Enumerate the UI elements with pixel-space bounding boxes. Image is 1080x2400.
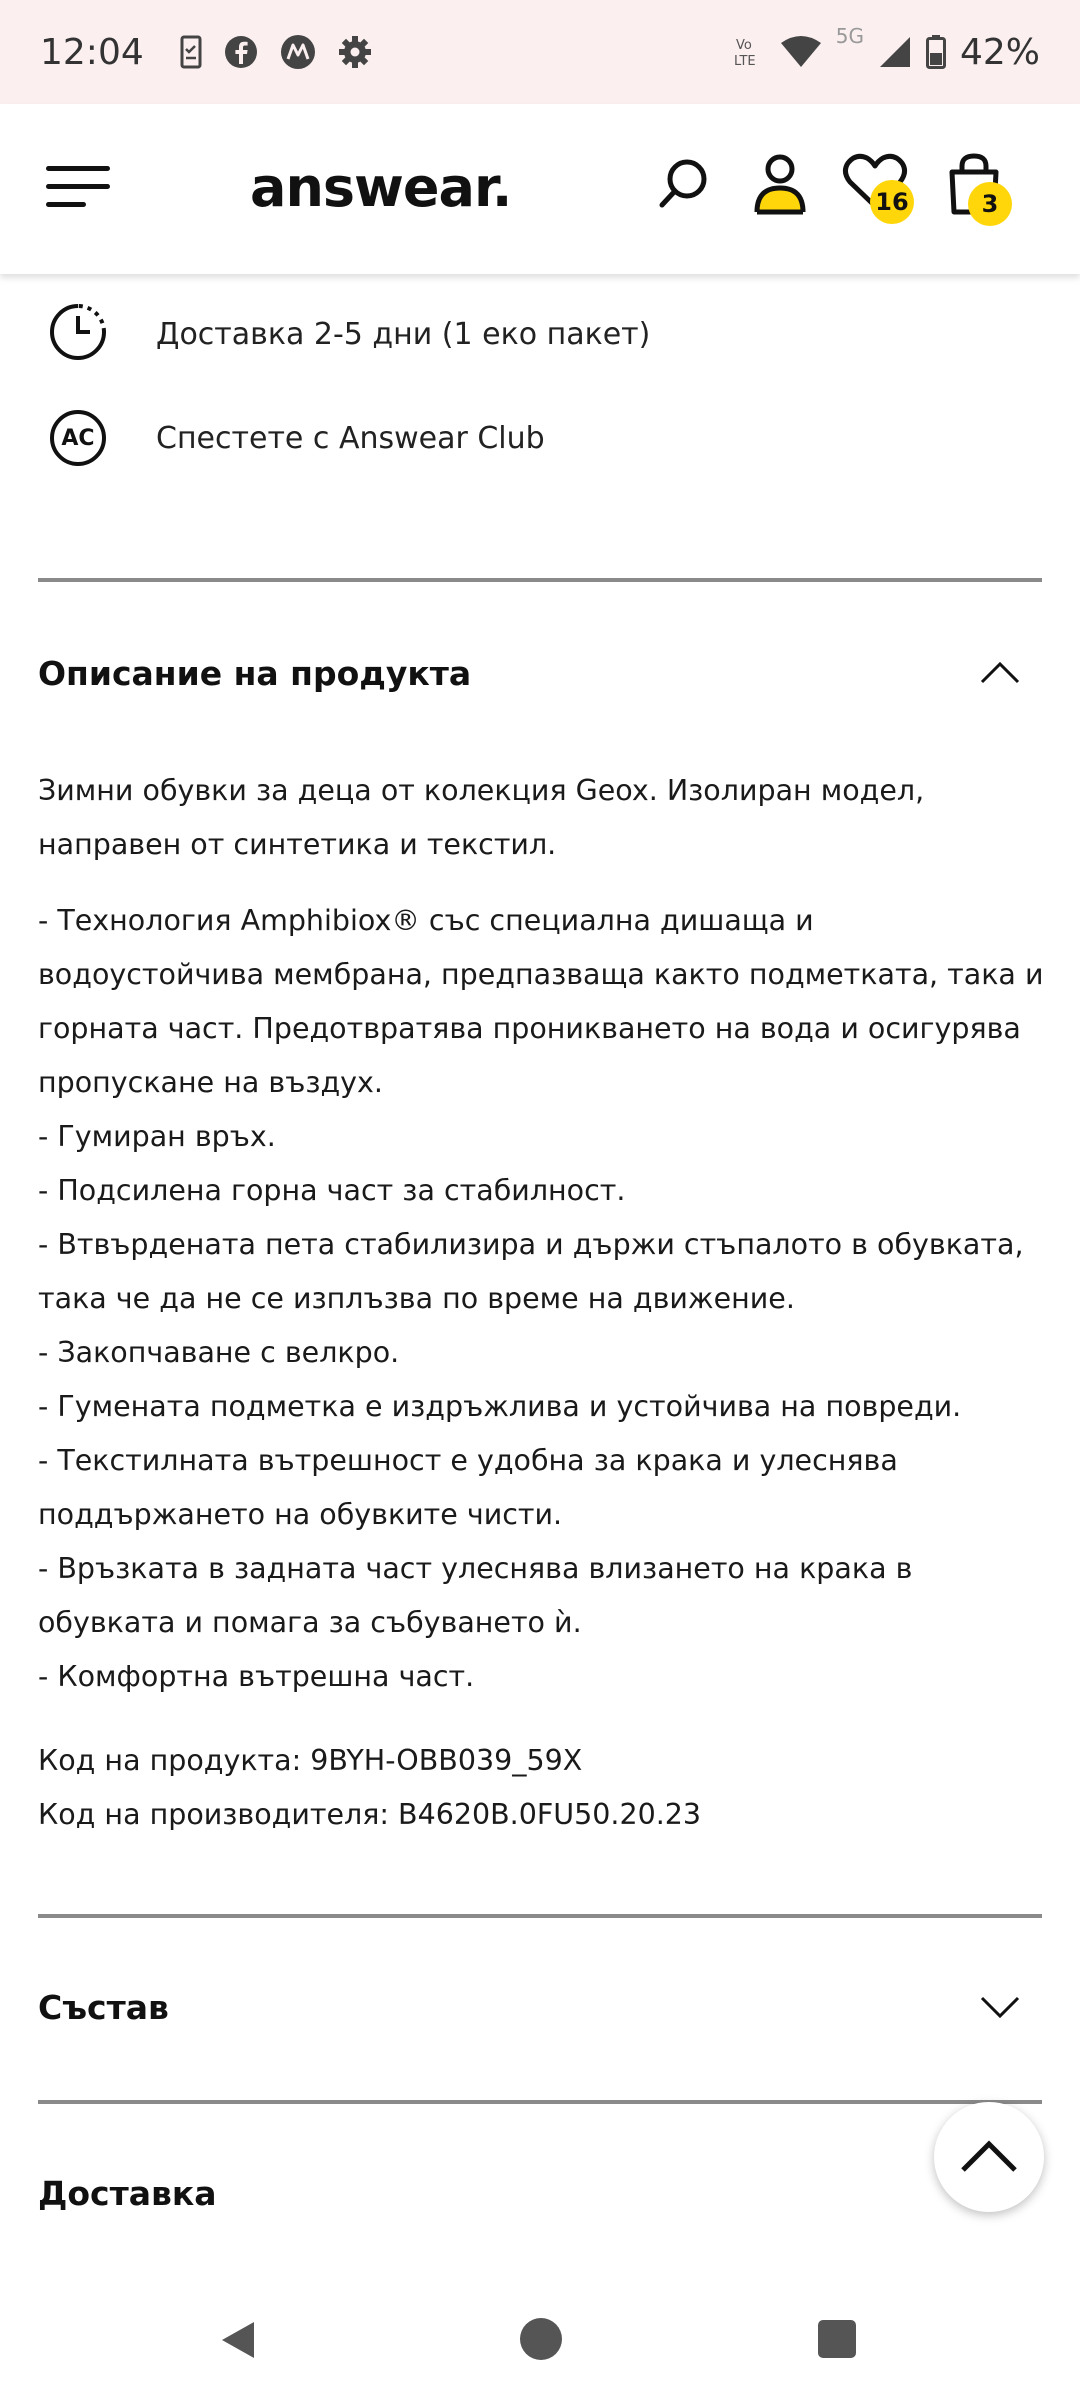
svg-text:LTE: LTE	[733, 54, 756, 69]
volte-icon	[732, 35, 766, 69]
delivery-info-row	[48, 302, 650, 366]
chevron-down-icon[interactable]	[980, 1996, 1020, 2024]
chevron-up-icon	[959, 2140, 1019, 2174]
recent-apps-icon[interactable]	[818, 2320, 856, 2358]
description-bullet: - Връзката в задната част улеснява влизането на крака в обувката и помага за събуването ѝ.	[38, 1552, 913, 1639]
shopping-bag-icon[interactable]	[946, 152, 1002, 222]
clock-delivery-icon	[48, 302, 108, 366]
manufacturer-code: Код на производителя: B4620B.0FU50.20.23	[38, 1798, 702, 1831]
settings-gear-icon	[338, 35, 372, 69]
menu-icon[interactable]	[46, 162, 110, 210]
divider	[38, 1914, 1042, 1918]
product-code: Код на продукта: 9BYH-OBB039_59X	[38, 1744, 583, 1777]
motorola-icon	[280, 34, 316, 70]
description-bullet: - Втвърдената пета стабилизира и държи стъпалото в обувката, така че да не се изплъзва по време на движение.	[38, 1228, 1024, 1315]
answear-logo[interactable]: answear.	[250, 156, 512, 219]
svg-text:Vo: Vo	[735, 38, 752, 53]
battery-level: 42%	[959, 31, 1040, 73]
description-title[interactable]: Описание на продукта	[38, 654, 472, 693]
description-bullet: - Гумиран връх.	[38, 1120, 276, 1153]
club-icon-text: AC	[61, 425, 95, 451]
home-icon[interactable]	[520, 2318, 562, 2360]
scroll-to-top-button[interactable]	[934, 2102, 1044, 2212]
description-bullet: - Комфортна вътрешна част.	[38, 1660, 475, 1693]
back-icon[interactable]	[218, 2320, 258, 2364]
wifi-icon	[780, 35, 822, 69]
system-nav-bar	[0, 2280, 1080, 2400]
app-header	[0, 104, 1080, 274]
wishlist-heart-icon[interactable]	[842, 152, 908, 216]
cart-count-badge: 3	[968, 182, 1012, 226]
search-icon[interactable]	[656, 156, 712, 216]
club-text: Спестете с Answear Club	[156, 420, 545, 456]
description-bullet: - Закопчаване с велкро.	[38, 1336, 400, 1369]
description-bullet: - Текстилната вътрешност е удобна за крака и улеснява поддържането на обувките чисти.	[38, 1444, 898, 1531]
wishlist-count-badge: 16	[870, 180, 914, 224]
description-bullet: - Подсилена горна част за стабилност.	[38, 1174, 626, 1207]
signal-icon	[878, 35, 912, 69]
description-bullet: - Технология Amphibiox® със специална дишаща и водоустойчива мембрана, предпазваща както подметката, така и горната част. Предотвратява проникването на вода и осигурява пропускане на въздух.	[38, 904, 1044, 1099]
battery-icon	[926, 35, 946, 69]
description-bullet: - Гумената подметка е издръжлива и устойчива на повреди.	[38, 1390, 962, 1423]
divider	[38, 2100, 1042, 2104]
clipboard-icon	[180, 35, 202, 69]
description-body	[38, 764, 1048, 1704]
facebook-icon	[224, 35, 258, 69]
club-info-row[interactable]	[48, 408, 545, 468]
delivery-section-title[interactable]: Доставка	[38, 2174, 217, 2213]
user-account-icon[interactable]	[752, 152, 808, 222]
composition-title[interactable]: Състав	[38, 1988, 169, 2027]
network-type: 5G	[835, 23, 864, 48]
status-time: 12:04	[40, 31, 144, 73]
description-intro: Зимни обувки за деца от колекция Geox. Изолиран модел, направен от синтетика и текстил.	[38, 774, 925, 861]
divider	[38, 578, 1042, 582]
answear-club-icon	[48, 408, 108, 468]
chevron-up-icon[interactable]	[980, 660, 1020, 688]
product-codes	[38, 1734, 701, 1842]
delivery-text: Доставка 2-5 дни (1 еко пакет)	[156, 316, 651, 352]
status-bar	[0, 0, 1080, 104]
